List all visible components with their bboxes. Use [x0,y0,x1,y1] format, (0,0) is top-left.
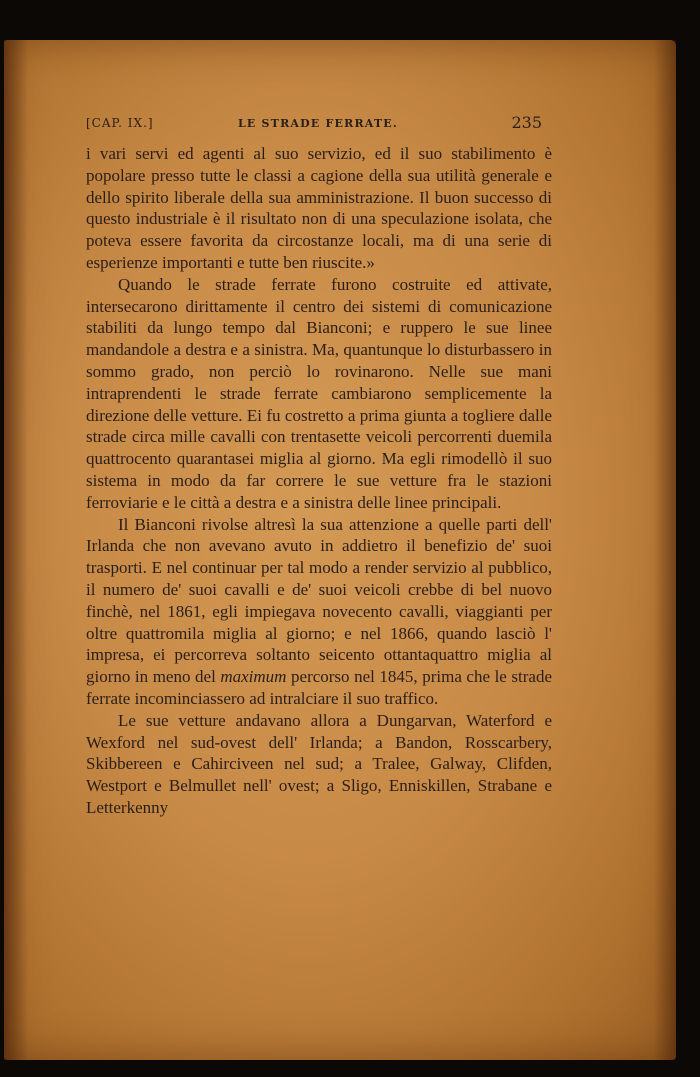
paragraph-3-text-end: percorso nel 1845, prima che le strade ferrate incominciassero ad intralciare il suo traffico. [86,667,552,708]
paragraph-3-text-start: Il Bianconi rivolse altresì la sua attenzione a quelle parti dell' Irlanda che non avevano avuto in addietro il benefizio de' suoi trasporti. E nel continuar per tal modo a render servizio al pubblico, il numero de' suoi cavalli e de' suoi veicoli crebbe di bel nuovo finchè, nel 1861, egli impiegava novecento cavalli, viaggianti per oltre quattromila miglia al giorno; e nel 1866, quando lasciò l' impresa, ei percorreva soltanto seicento ottantaquattro miglia al giorno in meno del [86,514,552,687]
running-title: LE STRADE FERRATE. [238,117,398,130]
page-shadow-left [4,40,28,1060]
running-head [86,113,542,135]
italic-term: maximum [220,667,287,687]
page-shadow-right [654,40,676,1060]
paragraph-2: Quando le strade ferrate furono costruite ed attivate, intersecarono dirittamente il centro dei sistemi di comunicazione stabiliti da lungo tempo dal Bianconi; e ruppero le sue linee mandandole a destra e a sinistra. Ma, quantunque lo disturbassero in sommo grado, non perciò lo rovinarono. Nelle sue mani intraprendenti le strade ferrate cambiarono semplicemente la direzione delle vetture. Ei fu costretto a prima giunta a togliere dalle strade circa mille cavalli con trentasette veicoli percorrenti duemila quattrocento quarantasei miglia al giorno. Ma egli rimodellò il suo sistema in modo da far correre le sue vetture fra le stazioni ferroviarie e le città a destra e a sinistra delle linee principali. [86,274,552,512]
chapter-label: [CAP. IX.] [86,116,154,130]
paragraph-4: Le sue vetture andavano allora a Dungarvan, Waterford e Wexford nel sud-ovest dell' Irlanda; a Bandon, Rosscarbery, Skibbereen e Cahirciveen nel sud; a Tralee, Galway, Clifden, Westport e Belmullet nell' ovest; a Sligo, Enniskillen, Strabane e Letterkenny [86,710,552,817]
page-number: 235 [511,113,542,132]
paragraph-1: i vari servi ed agenti al suo servizio, ed il suo stabilimento è popolare presso tutte le classi a cagione della sua utilità generale e dello spirito liberale della sua amministrazione. Il buon successo di questo industriale è il risultato non di una speculazione isolata, che poteva essere favorita da circostanze locali, ma di una serie di esperienze importanti e tutte ben riuscite.» [86,144,552,272]
body-text [86,143,552,819]
paragraph-3 [86,514,552,710]
